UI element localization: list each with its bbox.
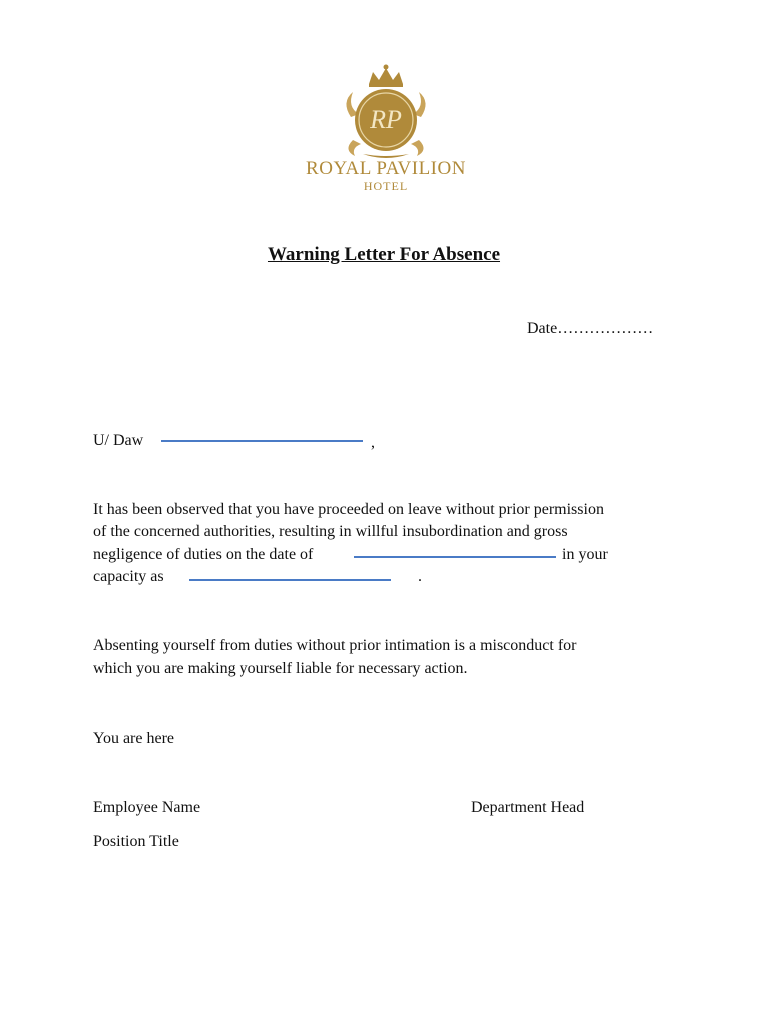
position-title-label: Position Title	[93, 833, 179, 850]
date-field: Date………………	[527, 320, 654, 337]
letter-title: Warning Letter For Absence	[267, 244, 501, 265]
logo-subtitle: HOTEL	[363, 179, 409, 193]
date-blank-line	[354, 556, 556, 558]
para1-line4-suffix: .	[418, 568, 422, 585]
salutation-prefix: U/ Daw	[93, 432, 144, 449]
department-head-label: Department Head	[471, 799, 585, 816]
salutation-suffix: ,	[371, 434, 375, 451]
name-blank-line	[161, 440, 363, 442]
logo-monogram: RP	[370, 105, 402, 134]
hotel-logo	[281, 62, 491, 212]
closing-line: You are here	[93, 730, 175, 747]
para1-line1: It has been observed that you have proceeded on leave without prior permission	[93, 501, 604, 518]
capacity-blank-line	[189, 579, 391, 581]
para2-line2: which you are making yourself liable for necessary action.	[93, 660, 468, 677]
para2-line1: Absenting yourself from duties without prior intimation is a misconduct for	[93, 637, 577, 654]
para1-line3-suffix: in your	[562, 546, 608, 563]
logo-name: ROYAL PAVILION	[306, 158, 466, 179]
para1-line4-prefix: capacity as	[93, 568, 164, 585]
employee-name-label: Employee Name	[93, 799, 201, 816]
para1-line3-prefix: negligence of duties on the date of	[93, 546, 314, 563]
para1-line2: of the concerned authorities, resulting in willful insubordination and gross	[93, 523, 568, 540]
